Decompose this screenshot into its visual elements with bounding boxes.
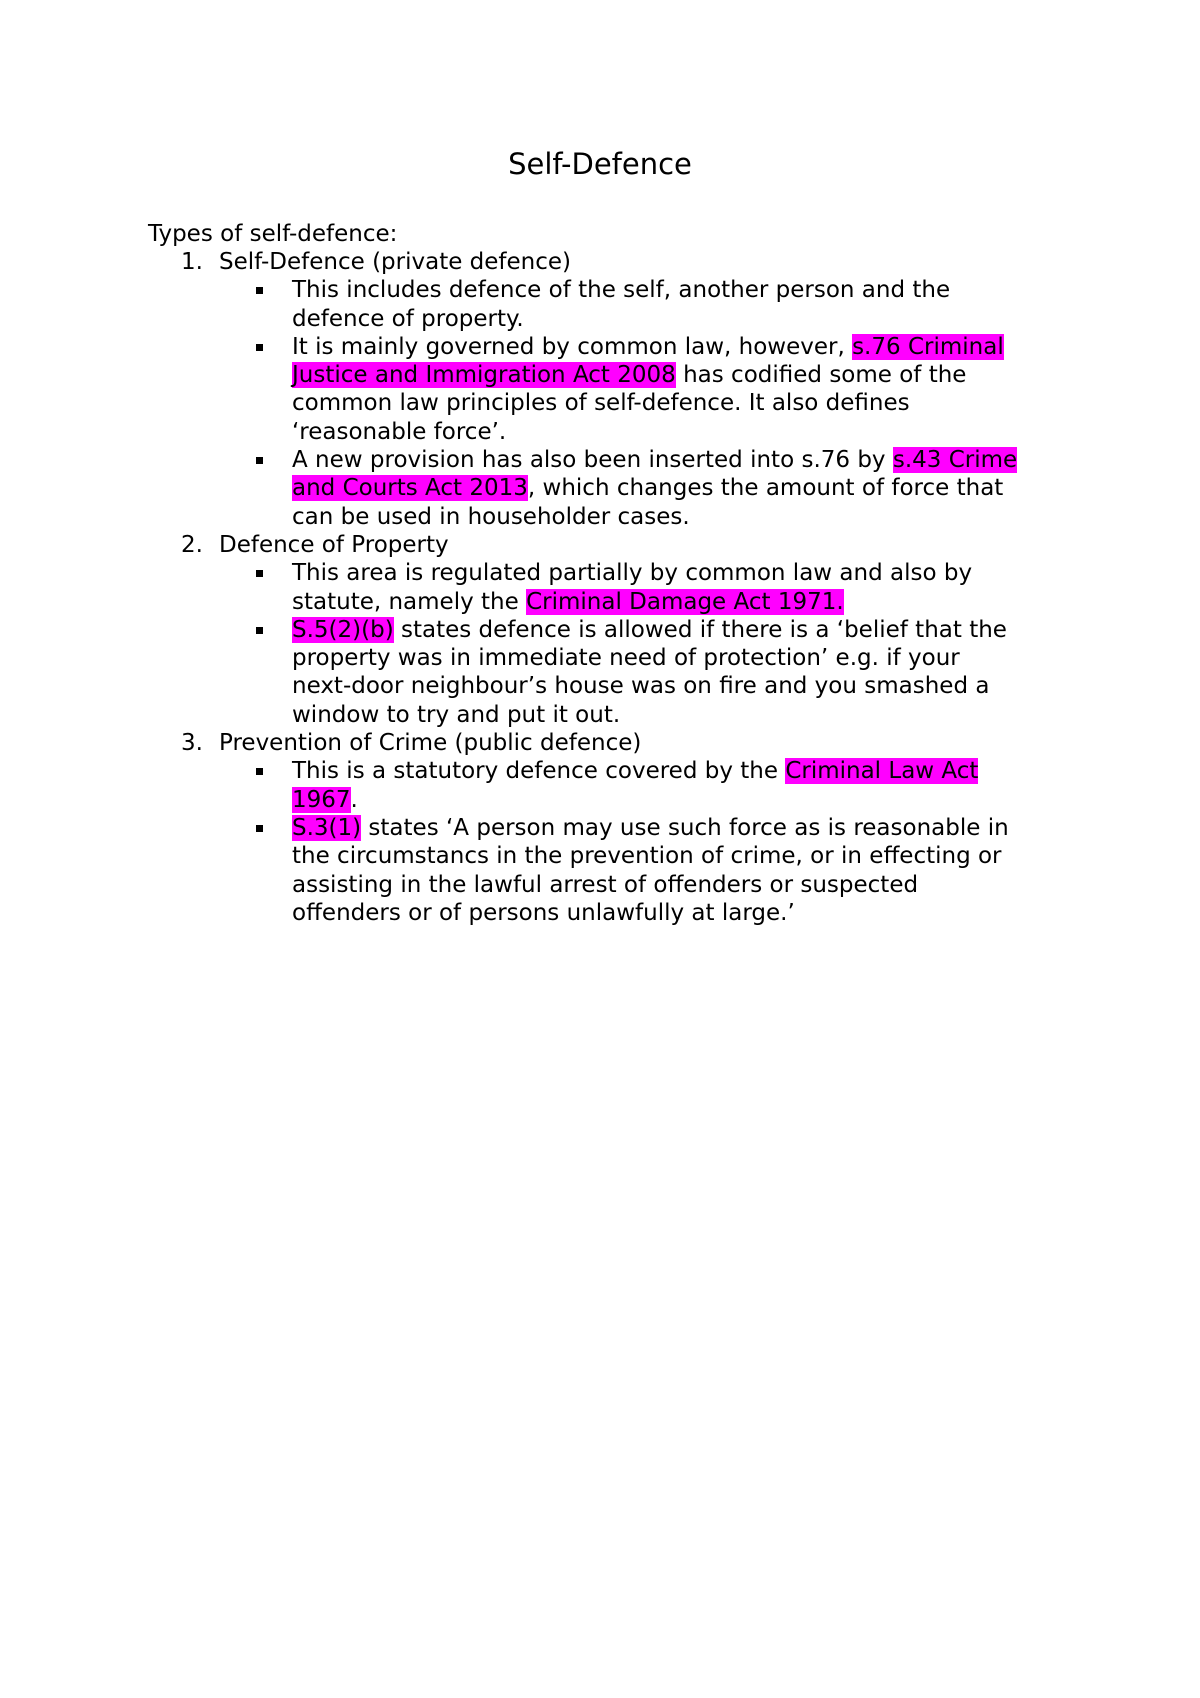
highlighted-citation: 1967 bbox=[292, 786, 351, 813]
section-heading: Defence of Property bbox=[219, 531, 449, 558]
square-bullet-icon bbox=[256, 768, 263, 775]
list-number: 1. bbox=[181, 249, 203, 275]
text-line bbox=[292, 276, 1072, 304]
text-line bbox=[292, 559, 1072, 587]
text-line bbox=[292, 757, 1072, 785]
list-item bbox=[0, 729, 1200, 757]
text-line bbox=[292, 333, 1072, 361]
text-line bbox=[292, 672, 1072, 700]
text-run: This includes defence of the self, another person and the bbox=[292, 277, 951, 304]
text-line bbox=[292, 588, 1072, 616]
text-run: offenders or of persons unlawfully at large.’ bbox=[292, 899, 795, 926]
text-line bbox=[292, 361, 1072, 389]
text-line bbox=[292, 814, 1072, 842]
square-bullet-icon bbox=[256, 457, 263, 464]
square-bullet-icon bbox=[256, 627, 263, 634]
text-line bbox=[292, 899, 1072, 927]
highlighted-citation: Criminal Law Act bbox=[785, 758, 979, 785]
bullet-item bbox=[0, 757, 1072, 814]
text-line bbox=[292, 305, 1072, 333]
text-run: ‘reasonable force’. bbox=[292, 418, 507, 445]
text-run: window to try and put it out. bbox=[292, 701, 621, 728]
bullet-item bbox=[0, 446, 1072, 531]
square-bullet-icon bbox=[256, 344, 263, 351]
highlighted-citation: S.5(2)(b) bbox=[292, 616, 394, 643]
text-line bbox=[292, 446, 1072, 474]
text-line bbox=[292, 842, 1072, 870]
bullet-item bbox=[0, 333, 1072, 446]
list-item bbox=[0, 248, 1200, 276]
text-line bbox=[292, 786, 1072, 814]
highlighted-citation: s.76 Criminal bbox=[852, 333, 1004, 360]
square-bullet-icon bbox=[256, 287, 263, 294]
intro-text: Types of self-defence: bbox=[148, 221, 398, 247]
text-run: has codified some of the bbox=[675, 362, 967, 389]
text-run: states ‘A person may use such force as is reasonable in bbox=[361, 814, 1009, 841]
text-run: A new provision has also been inserted into s.76 by bbox=[292, 447, 893, 474]
text-line bbox=[292, 418, 1072, 446]
page-title: Self-Defence bbox=[508, 147, 692, 181]
bullet-item bbox=[0, 616, 1072, 729]
section-heading: Self-Defence (private defence) bbox=[219, 249, 572, 275]
square-bullet-icon bbox=[256, 825, 263, 832]
bullet-item bbox=[0, 276, 1072, 333]
text-run: defence of property. bbox=[292, 305, 524, 332]
highlighted-citation: and Courts Act 2013 bbox=[292, 475, 528, 502]
text-run: property was in immediate need of protection’ e.g. if your bbox=[292, 645, 960, 672]
text-run: This area is regulated partially by common law and also by bbox=[292, 560, 973, 587]
highlighted-citation: Justice and Immigration Act 2008 bbox=[292, 362, 676, 389]
list-number: 2. bbox=[181, 531, 203, 558]
text-run: states defence is allowed if there is a ‘belief that the bbox=[393, 616, 1007, 643]
text-run: . bbox=[350, 786, 358, 813]
text-line bbox=[292, 616, 1072, 644]
section-heading: Prevention of Crime (public defence) bbox=[219, 730, 642, 757]
highlighted-citation: Criminal Damage Act 1971. bbox=[526, 588, 844, 615]
highlighted-citation: s.43 Crime bbox=[892, 447, 1018, 474]
bullet-item bbox=[0, 559, 1072, 616]
list-number: 3. bbox=[181, 730, 203, 757]
text-run: the circumstancs in the prevention of crime, or in effecting or bbox=[292, 843, 1002, 870]
text-run: common law principles of self-defence. It also defines bbox=[292, 390, 910, 417]
square-bullet-icon bbox=[256, 570, 263, 577]
text-line bbox=[292, 871, 1072, 899]
highlighted-citation: S.3(1) bbox=[292, 814, 362, 841]
text-line bbox=[292, 701, 1072, 729]
numbered-list bbox=[0, 248, 1200, 927]
bullet-item bbox=[0, 814, 1072, 927]
list-item bbox=[0, 531, 1200, 559]
text-line bbox=[292, 389, 1072, 417]
text-run: It is mainly governed by common law, however, bbox=[292, 333, 853, 360]
text-line bbox=[292, 644, 1072, 672]
text-run: statute, namely the bbox=[292, 588, 527, 615]
text-run: assisting in the lawful arrest of offenders or suspected bbox=[292, 871, 919, 898]
text-run: can be used in householder cases. bbox=[292, 503, 690, 530]
text-line bbox=[292, 503, 1072, 531]
text-run: This is a statutory defence covered by the bbox=[292, 758, 786, 785]
text-run: , which changes the amount of force that bbox=[527, 475, 1004, 502]
text-run: next-door neighbour’s house was on fire and you smashed a bbox=[292, 673, 990, 700]
text-line bbox=[292, 474, 1072, 502]
